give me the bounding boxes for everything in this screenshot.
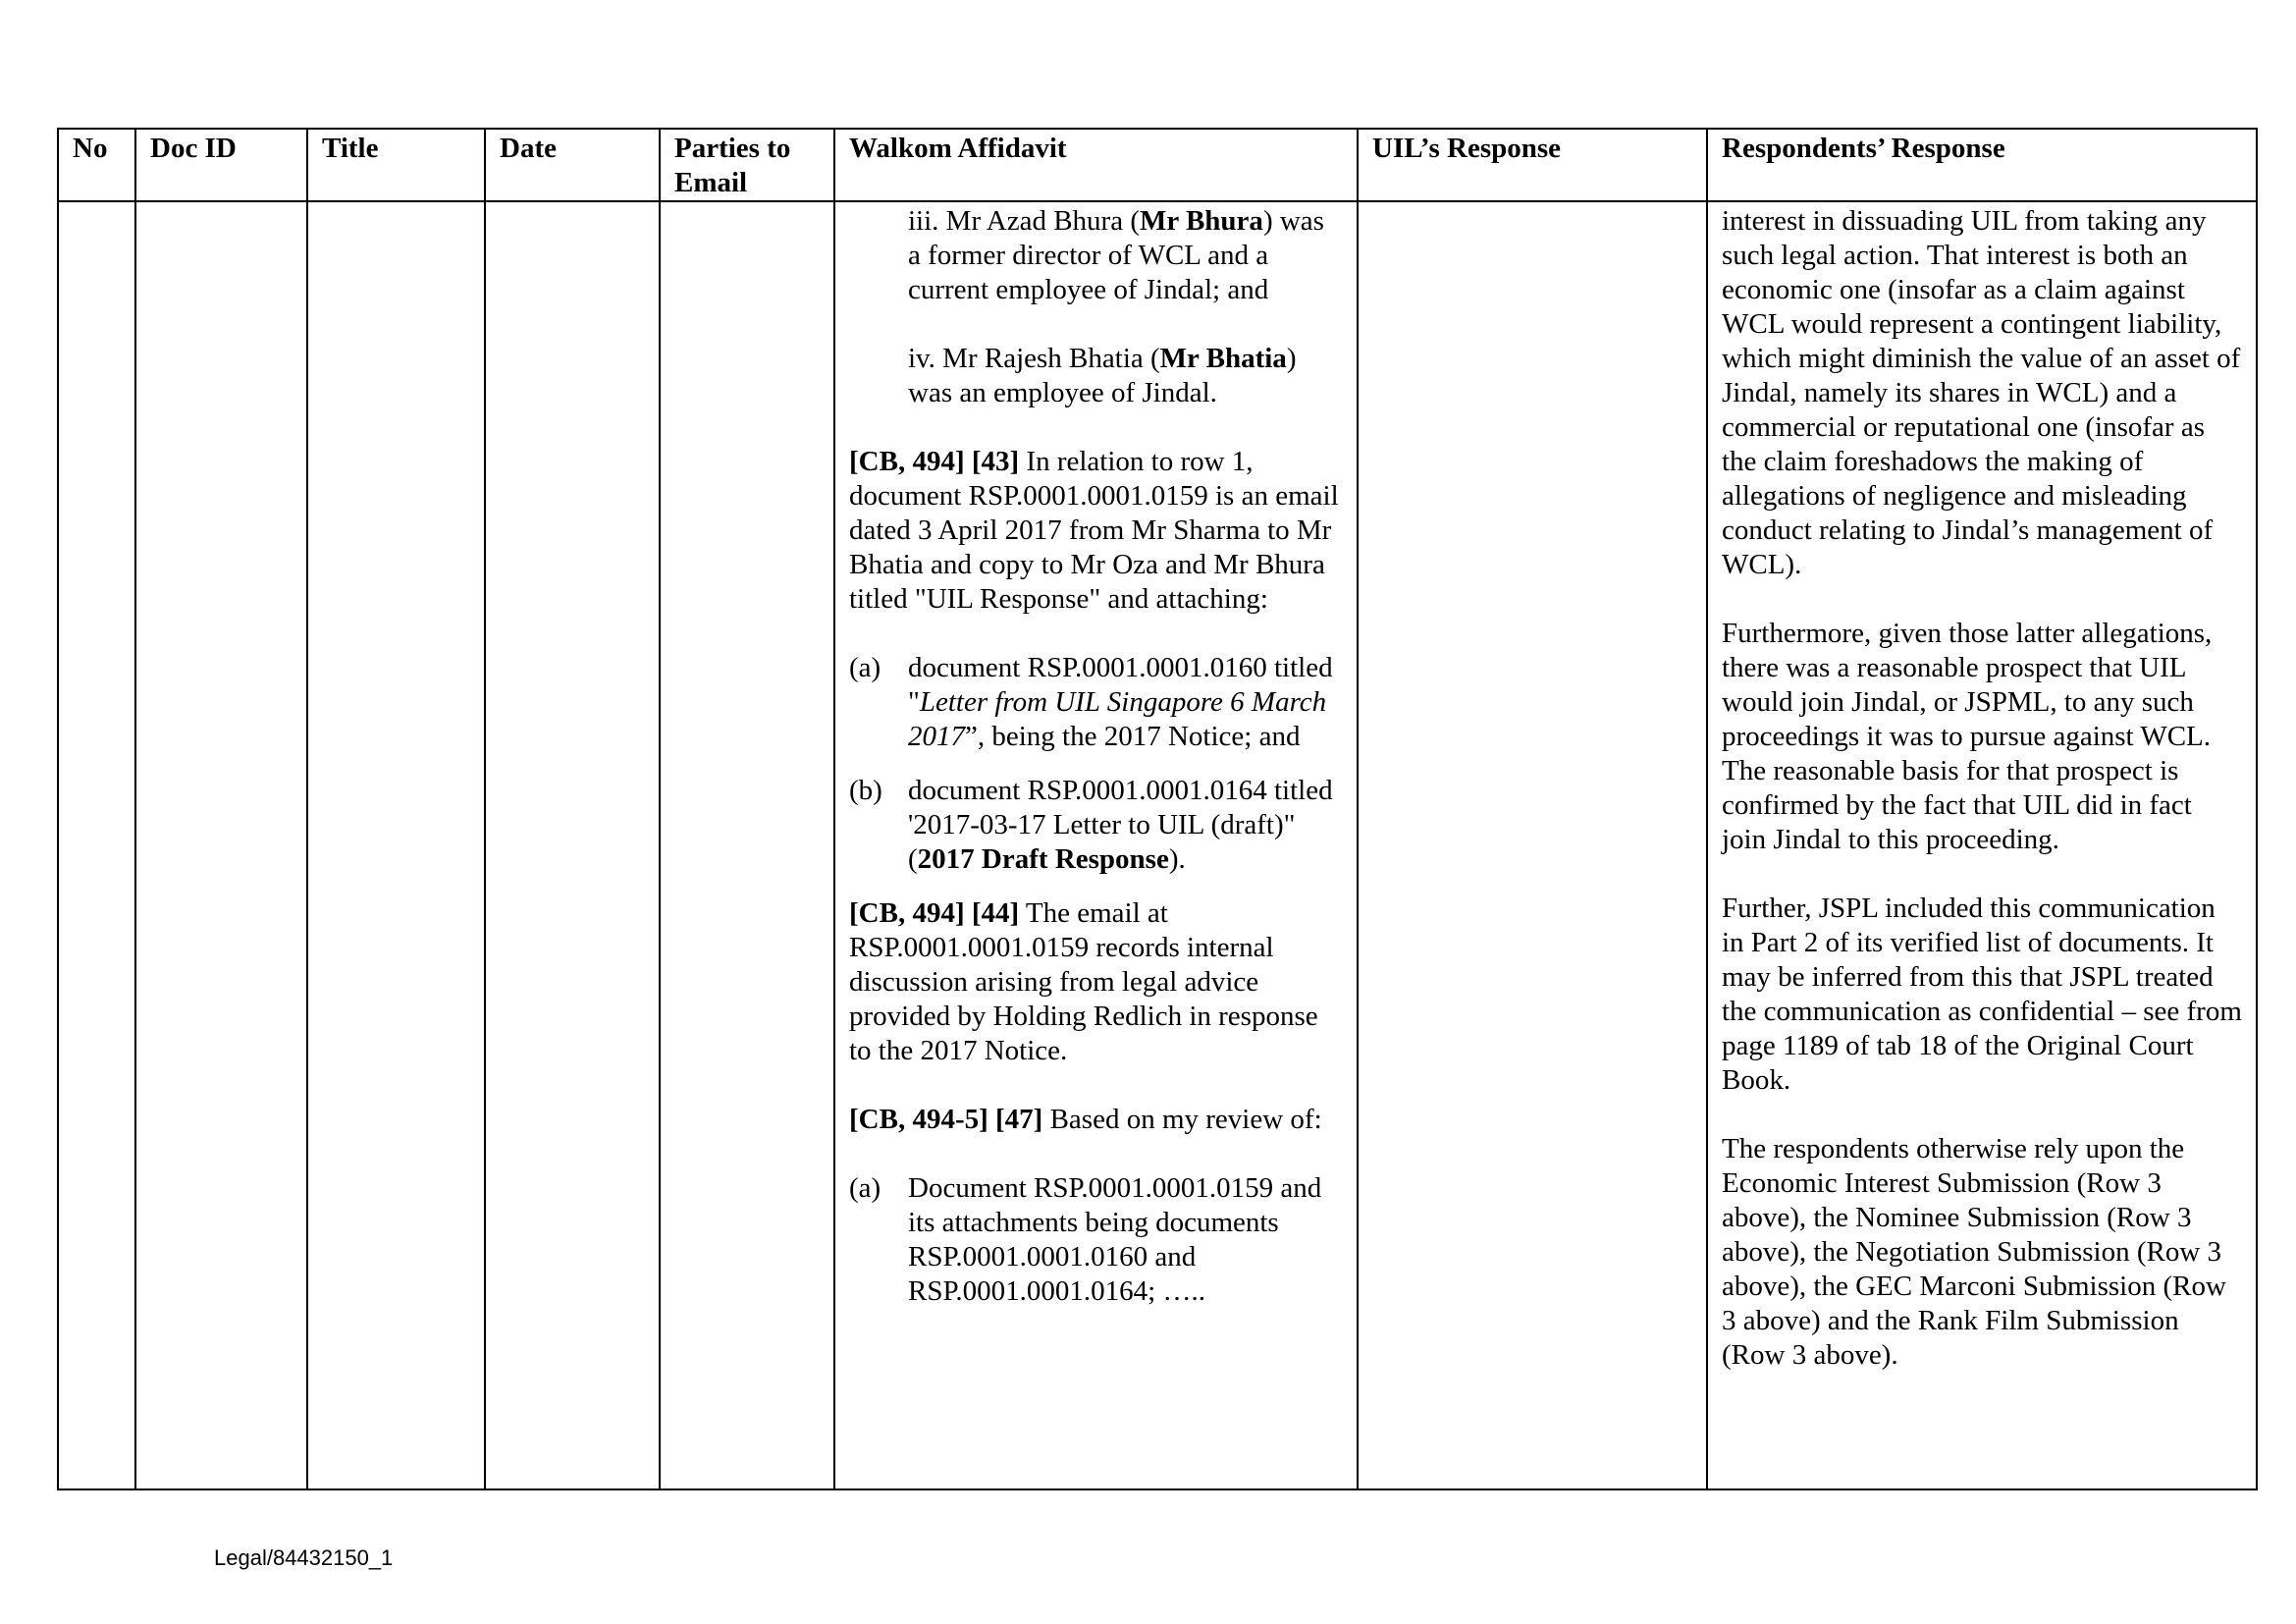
cell-walkom-affidavit xyxy=(834,201,1358,1489)
cell-date xyxy=(485,201,660,1489)
table-header-row xyxy=(58,129,2257,201)
header-walkom-affidavit: Walkom Affidavit xyxy=(834,129,1358,201)
respondents-paragraph-4: The respondents otherwise rely upon the Economic Interest Submission (Row 3 above), the Nominee Submission (Row 3 above), the Negotiation Submission (Row 3 above), the GEC Marconi Submission (Row 3 above) and the Rank Film Submission (Row 3 above). xyxy=(1722,1133,2226,1371)
walkom-43-item-b: (b) document RSP.0001.0001.0164 titled '2017-03-17 Letter to UIL (draft)" (2017 Draft Response). xyxy=(849,775,1333,875)
walkom-paragraph-44: [CB, 494] [44] The email at RSP.0001.0001.0159 records internal discussion arising from legal advice provided by Holding Redlich in response to the 2017 Notice. xyxy=(849,897,1318,1066)
cell-doc-id xyxy=(135,201,307,1489)
walkom-item-iii: iii. Mr Azad Bhura (Mr Bhura) was a former director of WCL and a current employee of Jindal; and xyxy=(908,205,1324,305)
cell-parties xyxy=(660,201,834,1489)
respondents-paragraph-3: Further, JSPL included this communication in Part 2 of its verified list of documents. It may be inferred from this that JSPL treated the communication as confidential – see from page 1189 of tab 18 of the Original Court Book. xyxy=(1722,893,2242,1096)
walkom-paragraph-47: [CB, 494-5] [47] Based on my review of: xyxy=(849,1104,1322,1135)
header-date: Date xyxy=(485,129,660,201)
header-no: No xyxy=(58,129,135,201)
cell-uil-response xyxy=(1358,201,1707,1489)
walkom-47-item-a: (a) Document RSP.0001.0001.0159 and its attachments being documents RSP.0001.0001.0160 and RSP.0001.0001.0164; ….. xyxy=(849,1172,1322,1307)
respondents-paragraph-1: interest in dissuading UIL from taking any such legal action. That interest is both an economic one (insofar as a claim against WCL would represent a contingent liability, which might diminish the value of an asset of Jindal, namely its shares in WCL) and a commercial or reputational one (insofar as the claim foreshadows the making of allegations of negligence and misleading conduct relating to Jindal’s management of WCL). xyxy=(1722,205,2241,580)
walkom-item-iv: iv. Mr Rajesh Bhatia (Mr Bhatia) was an employee of Jindal. xyxy=(908,343,1297,408)
header-title: Title xyxy=(307,129,485,201)
cell-respondents-response xyxy=(1707,201,2257,1489)
walkom-paragraph-43: [CB, 494] [43] In relation to row 1, document RSP.0001.0001.0159 is an email dated 3 April 2017 from Mr Sharma to Mr Bhatia and copy to Mr Oza and Mr Bhura titled "UIL Response" and attaching: xyxy=(849,446,1339,615)
footer-reference: Legal/84432150_1 xyxy=(214,1545,394,1570)
document-table xyxy=(57,128,2258,1490)
respondents-paragraph-2: Furthermore, given those latter allegations, there was a reasonable prospect that UIL would join Jindal, or JSPML, to any such proceedings it was to pursue against WCL. The reasonable basis for that prospect is confirmed by the fact that UIL did in fact join Jindal to this proceeding. xyxy=(1722,618,2213,855)
cell-title xyxy=(307,201,485,1489)
header-respondents-response: Respondents’ Response xyxy=(1707,129,2257,201)
header-doc-id: Doc ID xyxy=(135,129,307,201)
header-uil-response: UIL’s Response xyxy=(1358,129,1707,201)
table-row xyxy=(58,201,2257,1489)
cell-no xyxy=(58,201,135,1489)
header-parties-to-email: Parties to Email xyxy=(660,129,834,201)
walkom-43-item-a: (a) document RSP.0001.0001.0160 titled "Letter from UIL Singapore 6 March 2017”, being the 2017 Notice; and xyxy=(849,652,1333,752)
